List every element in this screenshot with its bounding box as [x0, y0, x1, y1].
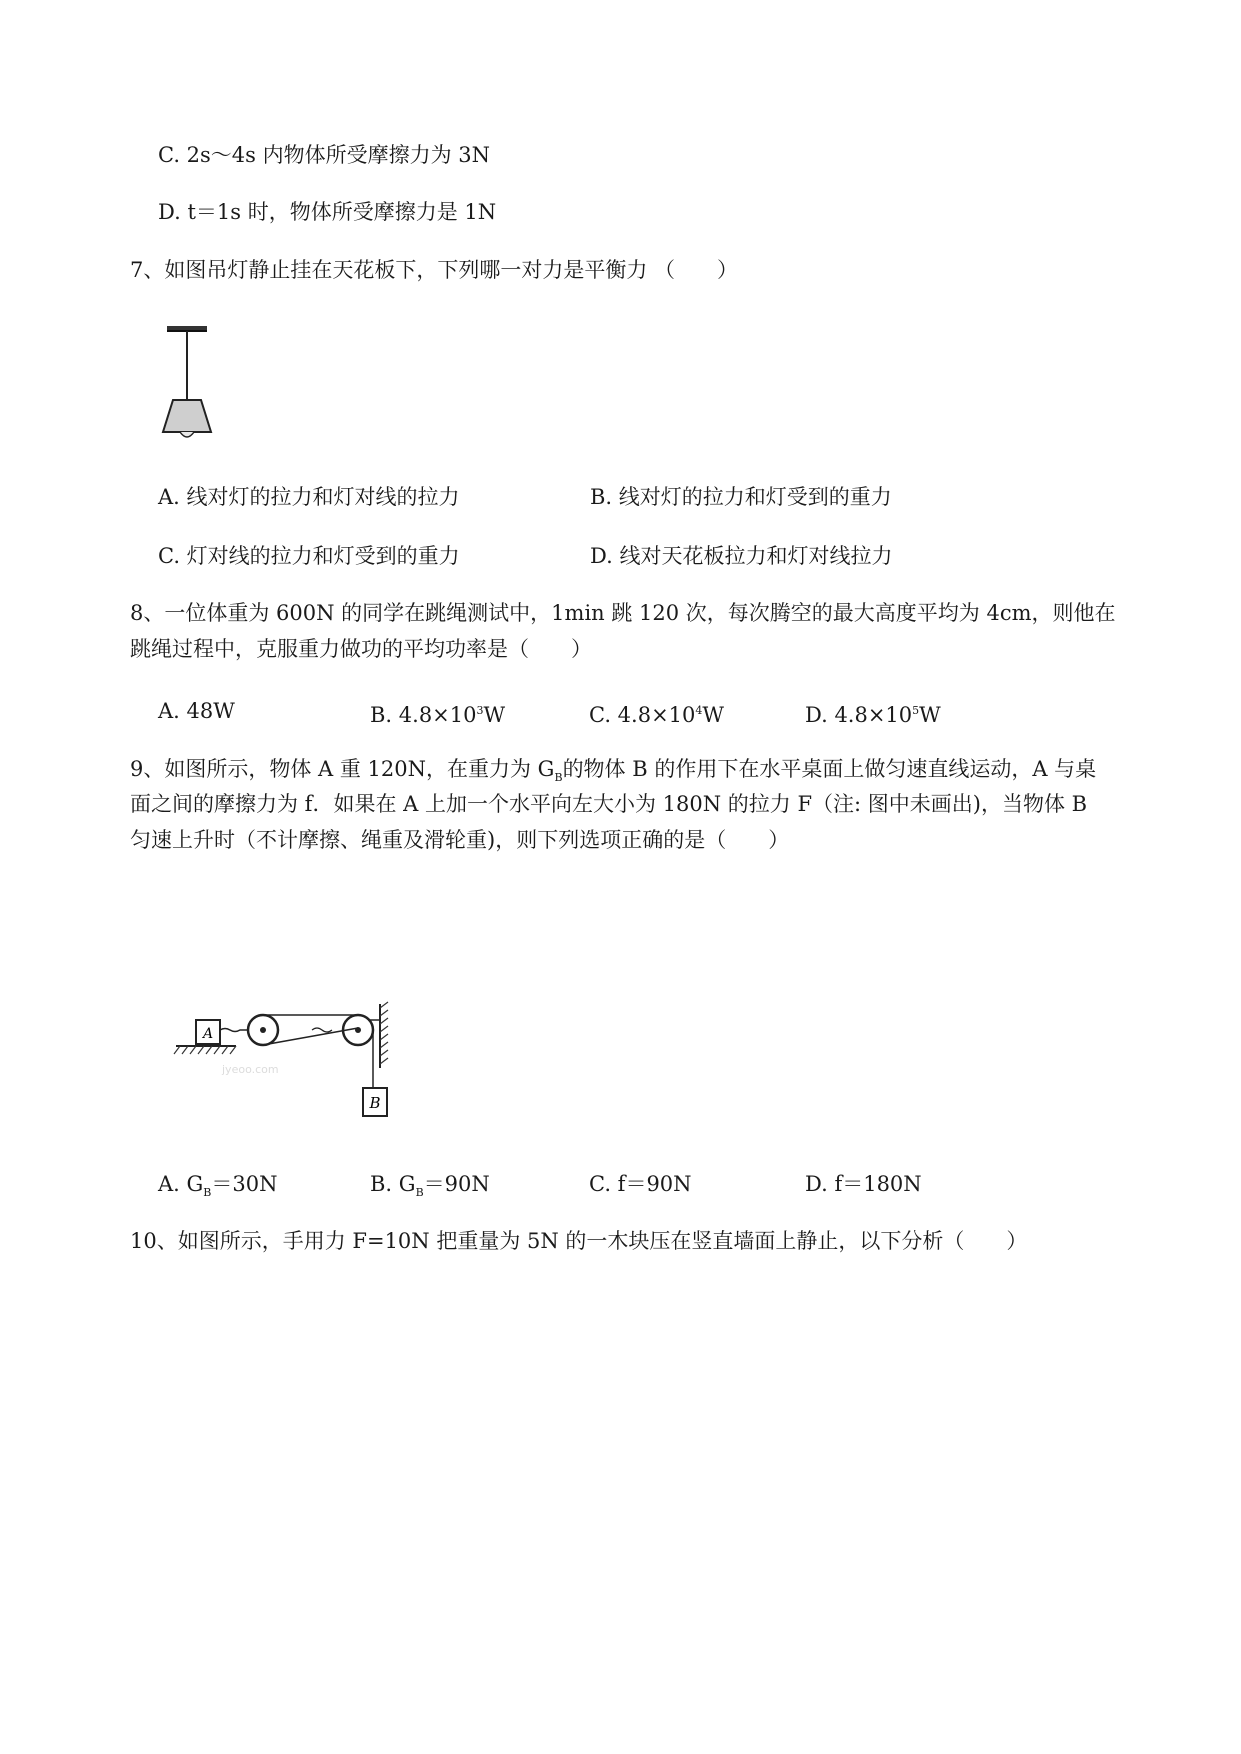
q9-stem-line1: 9、如图所示，物体 A 重 120N，在重力为 $G_B$的物体 B 的作用下在水平桌面上做匀速直线运动，A 与桌 — [130, 757, 1097, 785]
block-a-label: A — [202, 1026, 214, 1042]
q9-option-c: C. f＝90N — [589, 1172, 692, 1196]
q7-stem: 7、如图吊灯静止挂在天花板下，下列哪一对力是平衡力 （ ） — [130, 258, 739, 282]
q9-stem-line2: 面之间的摩擦力为 f．如果在 A 上加一个水平向左大小为 180N 的拉力 F（注: 图中未画出)，当物体 B — [130, 792, 1088, 816]
lamp-bulb — [180, 432, 194, 437]
q8-option-d: D. $4.8\times 10^5W$ — [805, 703, 941, 727]
watermark: jyeoo.com — [222, 1063, 279, 1076]
q9-option-b: B. $G_B=90N$ — [370, 1172, 490, 1200]
lamp-shade — [163, 400, 211, 432]
q9-stem-line3: 匀速上升时（不计摩擦、绳重及滑轮重)，则下列选项正确的是（ ） — [130, 828, 790, 852]
q8-option-b: B. $4.8\times 10^3W$ — [370, 703, 506, 727]
q7-option-b: B. 线对灯的拉力和灯受到的重力 — [590, 485, 892, 509]
q9-option-d: D. f＝180N — [805, 1172, 922, 1196]
hanging-lamp-figure — [155, 322, 225, 442]
q6-option-d: D. t＝1s 时，物体所受摩擦力是 1N — [158, 200, 497, 224]
q9-option-a: A. $G_B=30N$ — [158, 1172, 278, 1200]
q7-option-a: A. 线对灯的拉力和灯对线的拉力 — [158, 485, 460, 509]
block-b-label: B — [369, 1094, 381, 1112]
q7-option-d: D. 线对天花板拉力和灯对线拉力 — [590, 544, 893, 568]
q10-stem: 10、如图所示，手用力 F=10N 把重量为 5N 的一木块压在竖直墙面上静止，以下分析（ ） — [130, 1229, 1028, 1253]
q8-stem-line1: 8、一位体重为 600N 的同学在跳绳测试中，1min 跳 120 次，每次腾空的最大高度平均为 4cm，则他在 — [130, 601, 1116, 625]
q8-stem-line2: 跳绳过程中，克服重力做功的平均功率是（ ） — [130, 637, 592, 661]
pulley-system-figure — [172, 1000, 402, 1125]
q6-option-c: C. 2s～4s 内物体所受摩擦力为 3N — [158, 143, 491, 167]
q7-option-c: C. 灯对线的拉力和灯受到的重力 — [158, 544, 460, 568]
q8-option-c: C. $4.8\times 10^4W$ — [589, 703, 724, 727]
q8-option-a: A. 48W — [158, 699, 235, 723]
rope-a — [220, 1029, 248, 1032]
